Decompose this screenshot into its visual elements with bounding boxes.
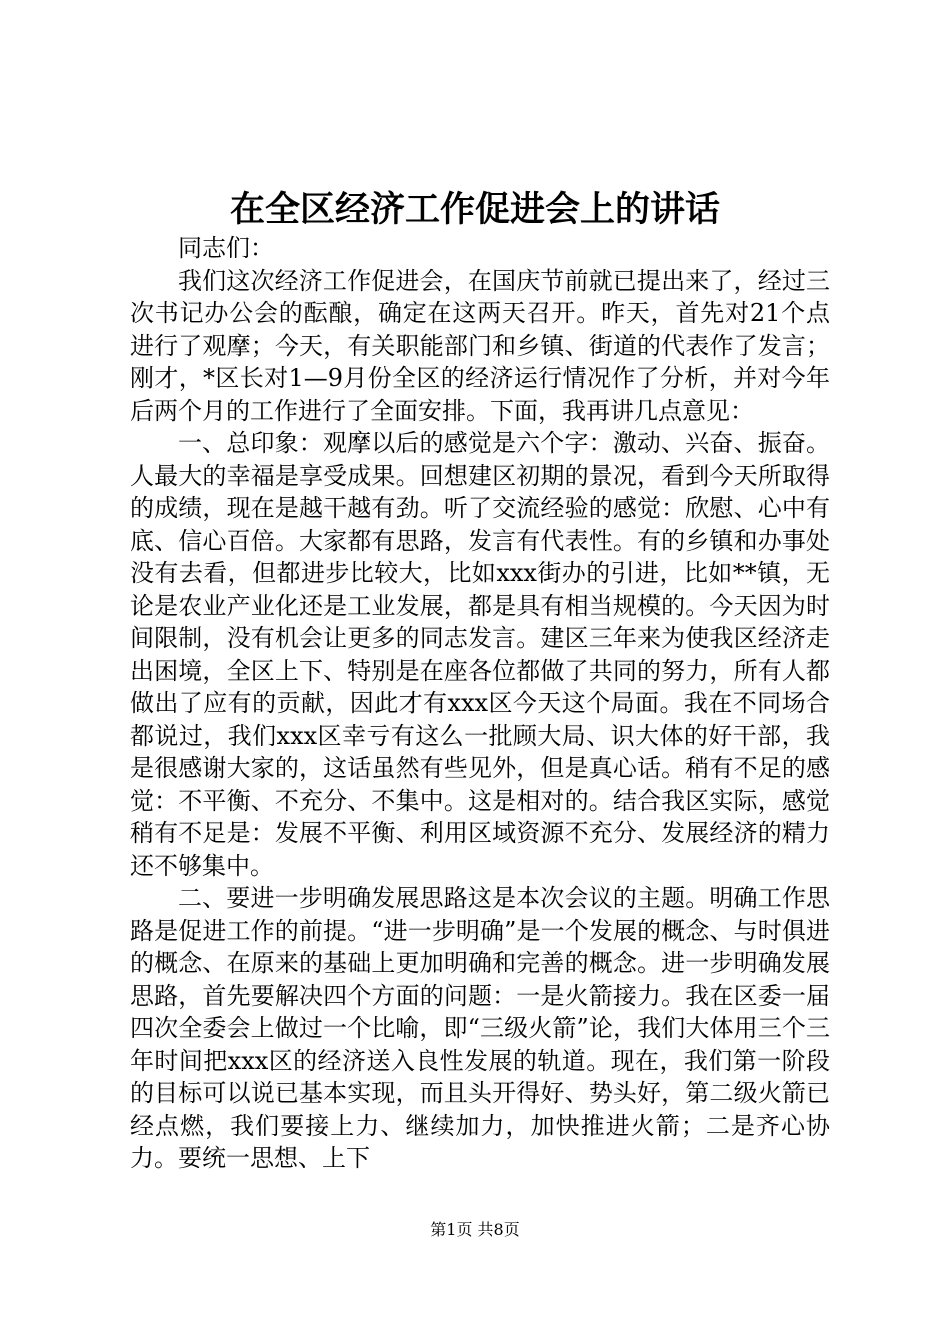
document-title: 在全区经济工作促进会上的讲话 (229, 189, 720, 230)
section-two-paragraph: 二、要进一步明确发展思路这是本次会议的主题。明确工作思路是促进工作的前提。“进一步明确”是一个发展的概念、与时俱进的概念、在原来的基础上更加明确和完善的概念。进一步明确发展思路，首先要解决四个方面的问题：一是火箭接力。我在区委一届四次全委会上做过一个比喻，即“三级火箭”论，我们大体用三个三年时间把xxx区的经济送入良性发展的轨道。现在，我们第一阶段的目标可以说已基本实现，而且头开得好、势头好，第二级火箭已经点燃，我们要接上力、继续加力，加快推进火箭；二是齐心协力。要统一思想、上下 (130, 884, 830, 1172)
document-body (130, 232, 830, 1175)
page-number-footer: 第1页 共8页 (430, 1220, 520, 1239)
salutation-paragraph: 同志们： (178, 234, 274, 262)
section-one-paragraph: 一、总印象：观摩以后的感觉是六个字：激动、兴奋、振奋。人最大的幸福是享受成果。回想建区初期的景况，看到今天所取得的成绩，现在是越干越有劲。听了交流经验的感觉：欣慰、心中有底、信心百倍。大家都有思路，发言有代表性。有的乡镇和办事处没有去看，但都进步比较大，比如xxx街办的引进，比如**镇，无论是农业产业化还是工业发展，都是具有相当规模的。今天因为时间限制，没有机会让更多的同志发言。建区三年来为使我区经济走出困境，全区上下、特别是在座各位都做了共同的努力，所有人都做出了应有的贡献，因此才有xxx区今天这个局面。我在不同场合都说过，我们xxx区幸亏有这么一批顾大局、识大体的好干部，我是很感谢大家的，这话虽然有些见外，但是真心话。稍有不足的感觉：不平衡、不充分、不集中。这是相对的。结合我区实际，感觉稍有不足是：发展不平衡、利用区域资源不充分、发展经济的精力还不够集中。 (130, 429, 830, 880)
intro-paragraph: 我们这次经济工作促进会，在国庆节前就已提出来了，经过三次书记办公会的酝酿，确定在这两天召开。昨天，首先对21个点进行了观摩；今天，有关职能部门和乡镇、街道的代表作了发言；刚才，*区长对1—9月份全区的经济运行情况作了分析，并对今年后两个月的工作进行了全面安排。下面，我再讲几点意见： (130, 266, 830, 425)
